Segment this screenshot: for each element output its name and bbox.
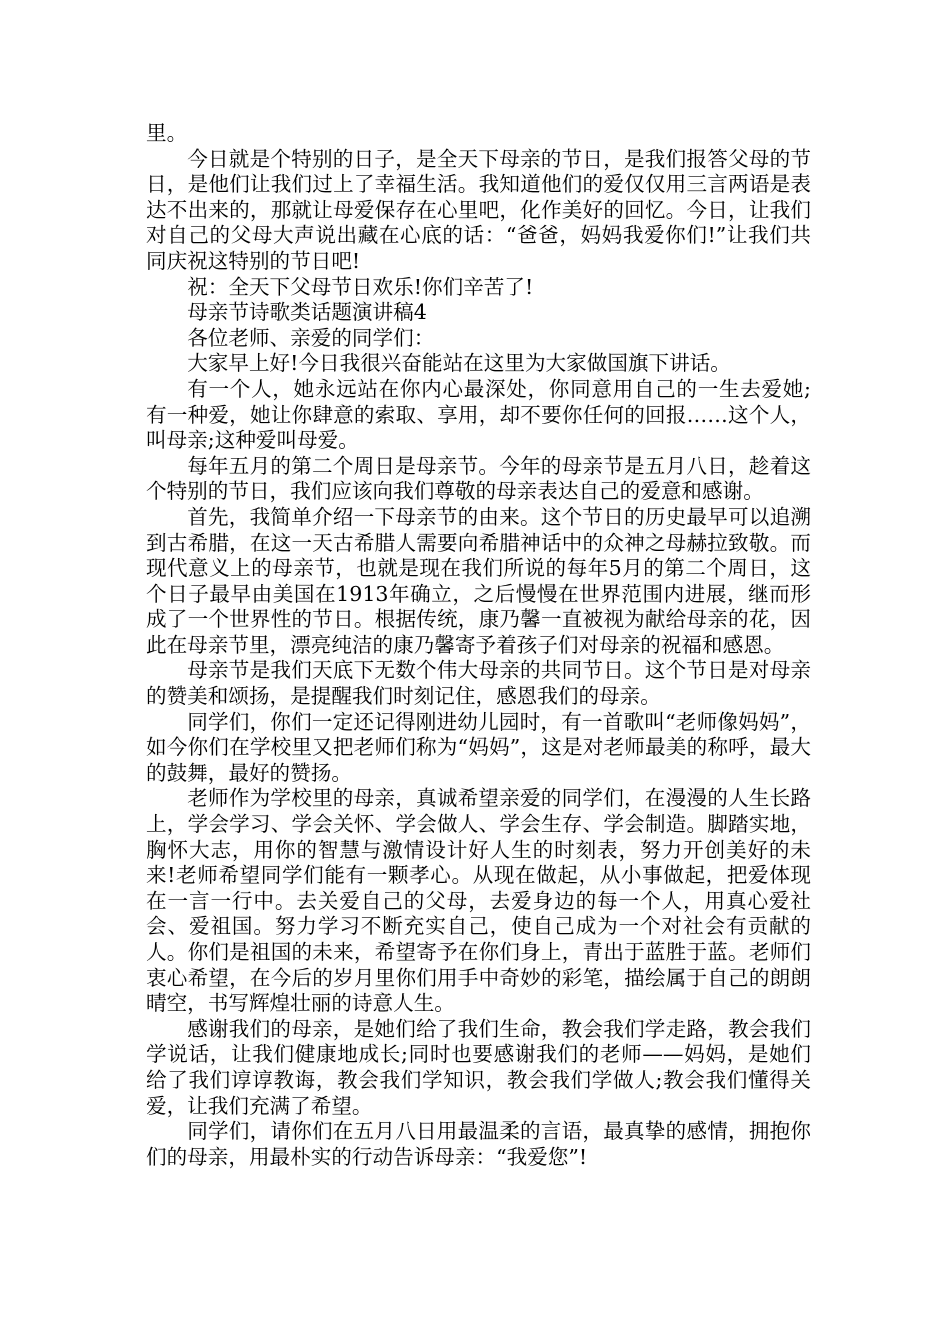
paragraph-continuation: 里。 [146, 121, 188, 145]
paragraph-mothers-day-date: 每年五月的第二个周日是母亲节。今年的母亲节是五月八日，趁着这个特别的节日，我们应该向我们尊敬的母亲表达自己的爱意和感谢。 [146, 453, 811, 504]
paragraph-festival-intro: 今日就是个特别的日子，是全天下母亲的节日，是我们报答父母的节日，是他们让我们过上了幸福生活。我知道他们的爱仅仅用三言两语是表达不出来的，那就让母爱保存在心里吧，化作美好的回忆。今日，让我们对自己的父母大声说出藏在心底的话：“爸爸，妈妈我爱你们!”让我们共同庆祝这特别的节日吧! [146, 146, 811, 273]
paragraph-blessing: 祝：全天下父母节日欢乐!你们辛苦了! [187, 274, 534, 299]
paragraph-thanks: 感谢我们的母亲，是她们给了我们生命，教会我们学走路，教会我们学说话，让我们健康地成长;同时也要感谢我们的老师——妈妈，是她们给了我们谆谆教诲，教会我们学知识，教会我们学做人;教会我们懂得关爱，让我们充满了希望。 [146, 1016, 811, 1118]
paragraph-teacher-hopes: 老师作为学校里的母亲，真诚希望亲爱的同学们，在漫漫的人生长路上，学会学习、学会关怀、学会做人、学会生存、学会制造。脚踏实地，胸怀大志，用你的智慧与激情设计好人生的时刻表，努力开创美好的未来!老师希望同学们能有一颗孝心。从现在做起，从小事做起，把爱体现在一言一行中。去关爱自己的父母，去爱身边的每一个人，用真心爱社会、爱祖国。努力学习不断充实自己，使自己成为一个对社会有贡献的人。你们是祖国的未来，希望寄予在你们身上，青出于蓝胜于蓝。老师们衷心希望，在今后的岁月里你们用手中奇妙的彩笔，描绘属于自己的朗朗晴空，书写辉煌壮丽的诗意人生。 [146, 786, 811, 1016]
paragraph-closing: 同学们，请你们在五月八日用最温柔的言语，最真挚的感情，拥抱你们的母亲，用最朴实的行动告诉母亲：“我爱您”! [146, 1119, 811, 1169]
speech-salutation: 各位老师、亲爱的同学们： [187, 325, 435, 350]
document-body [146, 121, 811, 1170]
paragraph-history: 首先，我简单介绍一下母亲节的由来。这个节日的历史最早可以追溯到古希腊，在这一天古希腊人需要向希腊神话中的众神之母赫拉致敬。而现代意义上的母亲节，也就是现在我们所说的每年5月的第二个周日，这个日子最早由美国在1913年确立，之后慢慢在世界范围内进展，继而形成了一个世界性的节日。根据传统，康乃馨一直被视为献给母亲的花，因此在母亲节里，漂亮纯洁的康乃馨寄予着孩子们对母亲的祝福和感恩。 [146, 504, 811, 657]
speech-title: 母亲节诗歌类话题演讲稿4 [187, 300, 427, 325]
speech-greeting: 大家早上好!今日我很兴奋能站在这里为大家做国旗下讲话。 [187, 351, 731, 376]
paragraph-common-festival: 母亲节是我们天底下无数个伟大母亲的共同节日。这个节日是对母亲的赞美和颂扬，是提醒我们时刻记住，感恩我们的母亲。 [146, 658, 811, 709]
paragraph-mother-love: 有一个人，她永远站在你内心最深处，你同意用自己的一生去爱她;有一种爱，她让你肆意的索取、享用，却不要你任何的回报……这个人，叫母亲;这种爱叫母爱。 [146, 376, 811, 453]
paragraph-teacher-mother: 同学们，你们一定还记得刚进幼儿园时，有一首歌叫“老师像妈妈”，如今你们在学校里又把老师们称为“妈妈”，这是对老师最美的称呼，最大的鼓舞，最好的赞扬。 [146, 709, 811, 785]
